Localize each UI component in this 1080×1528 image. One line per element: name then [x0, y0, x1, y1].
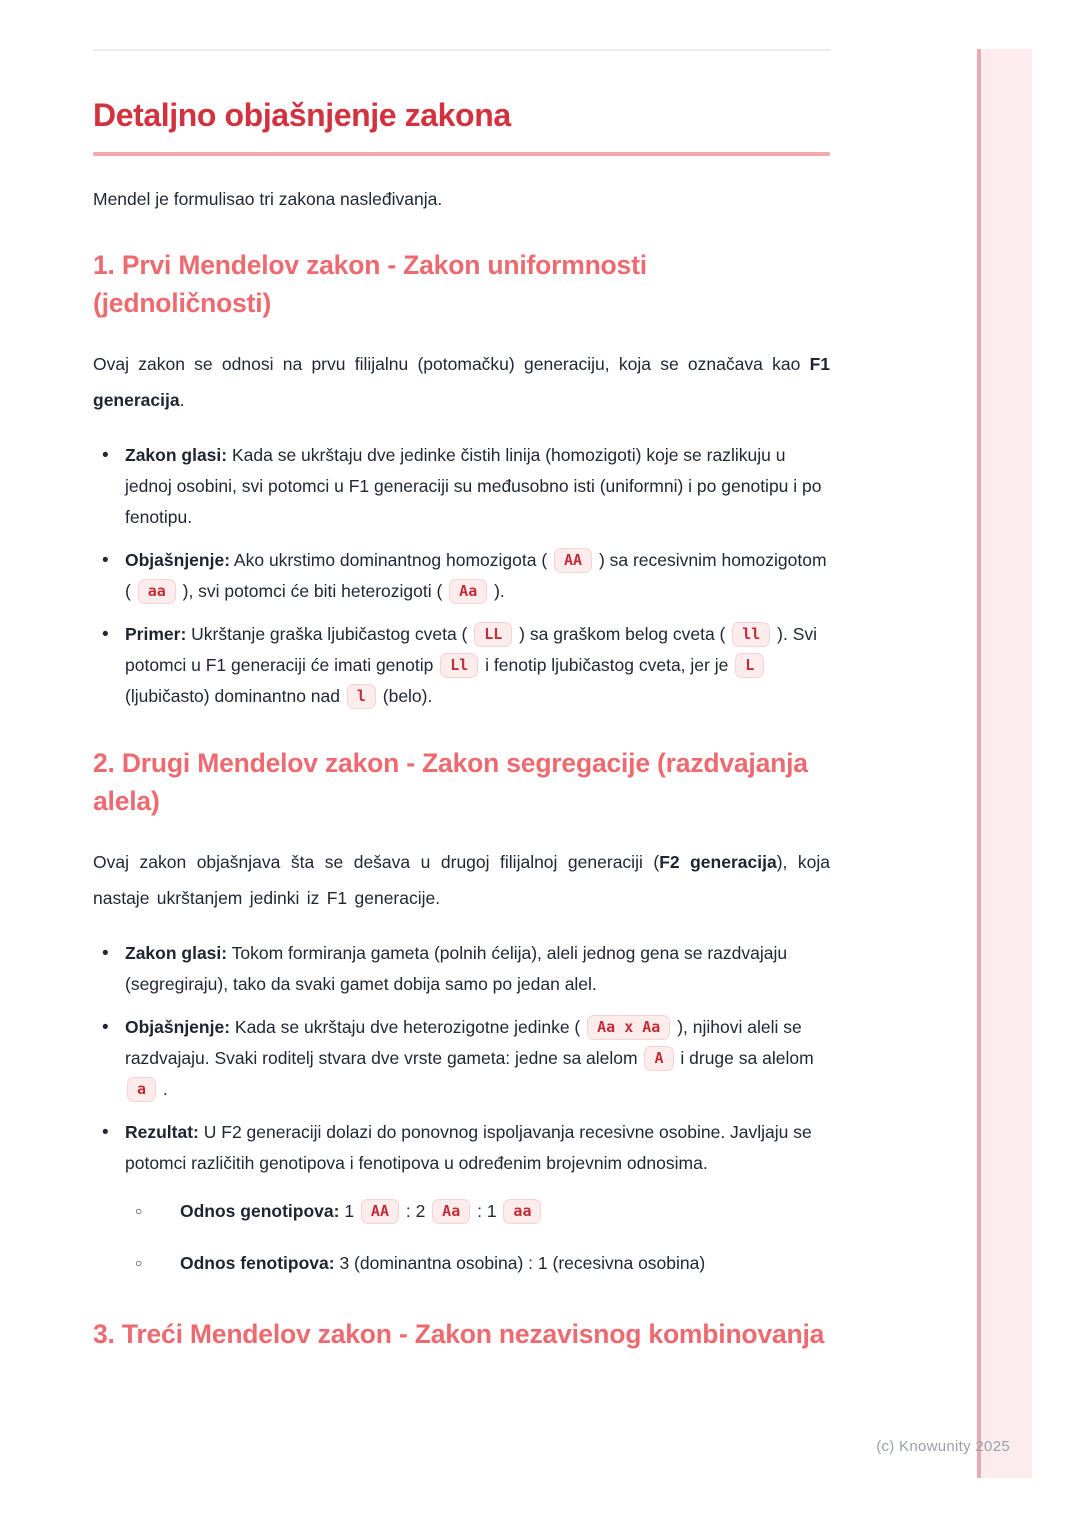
text-run: 1	[339, 1201, 359, 1221]
genotype-badge: ll	[732, 622, 770, 647]
bold-text: Zakon glasi:	[125, 943, 228, 963]
text-run: .	[179, 390, 185, 410]
text-run: i fenotip ljubičastog cveta, jer je	[480, 655, 734, 675]
genotype-badge: AA	[554, 548, 592, 573]
bullet-item	[93, 440, 830, 533]
law-section	[93, 744, 830, 1283]
text-run: : 1	[472, 1201, 502, 1221]
text-run: ).	[489, 581, 505, 601]
page-title: Detaljno objašnjenje zakona	[93, 97, 511, 133]
text-run: 3 (dominantna osobina) : 1 (recesivna osobina)	[334, 1253, 706, 1273]
bullet-item	[93, 1012, 830, 1105]
bullet-list	[93, 440, 830, 712]
genotype-badge: a	[127, 1077, 156, 1102]
law-section	[93, 246, 830, 712]
genotype-badge: L	[735, 653, 764, 678]
bullet-item	[93, 545, 830, 607]
page-edge-strip	[977, 49, 1032, 1478]
text-run: Ovaj zakon se odnosi na prvu filijalnu (potomačku) generaciju, koja se označava kao	[93, 354, 810, 374]
genotype-badge: l	[347, 684, 376, 709]
text-run: ), svi potomci će biti heterozigoti (	[177, 581, 448, 601]
text-run: Tokom formiranja gameta (polnih ćelija), aleli jednog gena se razdvajaju (segregiraju), tako da svaki gamet dobija samo po jedan alel.	[125, 943, 788, 994]
text-run: i druge sa alelom	[675, 1048, 814, 1068]
bullet-item	[93, 938, 830, 1000]
section-heading: 1. Prvi Mendelov zakon - Zakon uniformnosti (jednoličnosti)	[93, 250, 647, 318]
text-run: Ovaj zakon objašnjava šta se dešava u drugoj filijalnoj generaciji (	[93, 852, 660, 872]
text-run: ), koja nastaje ukrštanjem jedinki iz F1 generacije.	[93, 852, 831, 908]
text-run: Kada se ukrštaju dve jedinke čistih linija (homozigoti) koje se razlikuju u jednoj osobini, svi potomci u F1 generaciji su međusobno isti (uniformni) i po genotipu i po fenotipu.	[125, 445, 822, 527]
text-run: (belo).	[377, 686, 433, 706]
genotype-badge: Ll	[440, 653, 478, 678]
genotype-badge: aa	[138, 579, 176, 604]
section-paragraph	[93, 844, 830, 916]
text-run: .	[158, 1079, 168, 1099]
genotype-badge: aa	[503, 1199, 541, 1224]
sub-bullet-list	[125, 1191, 830, 1283]
text-run: Ako ukrstimo dominantnog homozigota (	[230, 550, 553, 570]
section-heading: 2. Drugi Mendelov zakon - Zakon segregacije (razdvajanja alela)	[93, 748, 808, 816]
genotype-badge: Aa x Aa	[587, 1015, 670, 1040]
intro-text: Mendel je formulisao tri zakona nasleđivanja.	[93, 189, 443, 209]
bullet-item	[93, 1117, 830, 1283]
genotype-badge: LL	[474, 622, 512, 647]
text-run: : 2	[400, 1201, 431, 1221]
text-run: ) sa recesivnim homozigotom (	[125, 550, 827, 601]
law-section	[93, 1315, 830, 1353]
bullet-list	[93, 938, 830, 1283]
bold-text: Odnos fenotipova:	[180, 1253, 335, 1273]
bold-text: Objašnjenje:	[125, 1017, 231, 1037]
bullet-item	[93, 619, 830, 712]
section-heading: 3. Treći Mendelov zakon - Zakon nezavisnog kombinovanja	[93, 1319, 825, 1349]
sections-container	[93, 246, 830, 1353]
text-run: ), njihovi aleli se razdvajaju. Svaki roditelj stvara dve vrste gameta: jedne sa alelom	[125, 1017, 802, 1068]
copyright-note: (c) Knowunity 2025	[876, 1438, 1010, 1455]
bold-text: Primer:	[125, 624, 187, 644]
sub-bullet-item	[125, 1191, 830, 1231]
bold-text: F2 generacija	[659, 852, 777, 872]
text-run: Kada se ukrštaju dve heterozigotne jedinke (	[230, 1017, 586, 1037]
sub-bullet-item	[125, 1243, 830, 1283]
bold-text: F1 generacija	[93, 354, 830, 410]
content-column	[93, 0, 830, 1353]
title-underline	[93, 152, 830, 156]
bold-text: Zakon glasi:	[125, 445, 228, 465]
bold-text: Odnos genotipova:	[180, 1201, 340, 1221]
text-run: Ukrštanje graška ljubičastog cveta (	[186, 624, 473, 644]
section-paragraph	[93, 346, 830, 418]
text-run: ) sa graškom belog cveta (	[514, 624, 731, 644]
bold-text: Objašnjenje:	[125, 550, 231, 570]
text-run: (ljubičasto) dominantno nad	[125, 686, 345, 706]
bold-text: Rezultat:	[125, 1122, 199, 1142]
genotype-badge: A	[644, 1046, 673, 1071]
top-divider	[93, 49, 830, 51]
text-run: U F2 generaciji dolazi do ponovnog ispoljavanja recesivne osobine. Javljaju se potomci različitih genotipova i fenotipova u određenim brojevnim odnosima.	[125, 1122, 812, 1173]
text-run: ). Svi potomci u F1 generaciji će imati genotip	[125, 624, 818, 675]
genotype-badge: AA	[361, 1199, 399, 1224]
genotype-badge: Aa	[449, 579, 487, 604]
genotype-badge: Aa	[432, 1199, 470, 1224]
